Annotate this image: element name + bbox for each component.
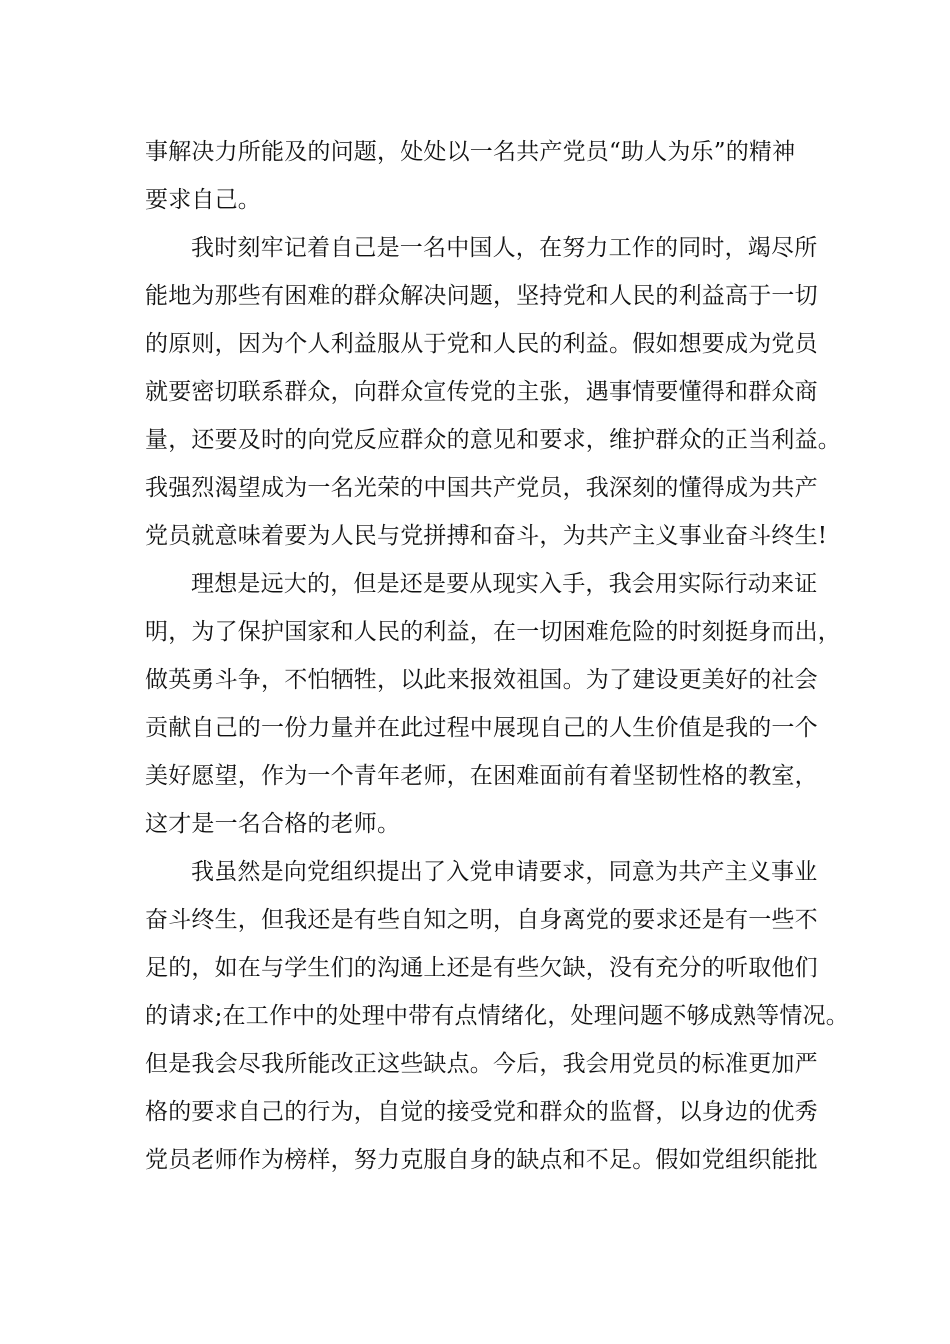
text-line: 能地为那些有困难的群众解决问题，坚持党和人民的利益高于一切 — [145, 283, 818, 309]
text-line: 事解决力所能及的问题，处处以一名共产党员“助人为乐”的精神 — [145, 139, 796, 165]
document-body — [145, 128, 849, 1184]
text-line: 但是我会尽我所能改正这些缺点。今后，我会用党员的标准更加严 — [145, 1051, 818, 1077]
paragraph-start-line: 我时刻牢记着自己是一名中国人，在努力工作的同时，竭尽所 — [191, 235, 818, 261]
text-line: 美好愿望，作为一个青年老师，在困难面前有着坚韧性格的教室， — [145, 763, 818, 789]
text-line: 明，为了保护国家和人民的利益，在一切困难危险的时刻挺身而出， — [145, 619, 841, 645]
text-line: 党员就意味着要为人民与党拼搏和奋斗，为共产主义事业奋斗终生! — [145, 523, 828, 549]
text-line: 奋斗终生，但我还是有些自知之明，自身离党的要求还是有一些不 — [145, 907, 818, 933]
paragraph-start-line: 我虽然是向党组织提出了入党申请要求，同意为共产主义事业 — [191, 859, 818, 885]
text-line: 党员老师作为榜样，努力克服自身的缺点和不足。假如党组织能批 — [145, 1147, 818, 1173]
text-line: 就要密切联系群众，向群众宣传党的主张，遇事情要懂得和群众商 — [145, 379, 818, 405]
text-line: 的请求;在工作中的处理中带有点情绪化，处理问题不够成熟等情况。 — [145, 1003, 849, 1029]
text-line: 量，还要及时的向党反应群众的意见和要求，维护群众的正当利益。 — [145, 427, 841, 453]
text-line: 要求自己。 — [145, 187, 261, 213]
text-line: 这才是一名合格的老师。 — [145, 811, 401, 837]
text-line: 做英勇斗争，不怕牺牲，以此来报效祖国。为了建设更美好的社会 — [145, 667, 818, 693]
text-line: 足的，如在与学生们的沟通上还是有些欠缺，没有充分的听取他们 — [145, 955, 818, 981]
text-line: 的原则，因为个人利益服从于党和人民的利益。假如想要成为党员 — [145, 331, 818, 357]
text-line: 我强烈渴望成为一名光荣的中国共产党员，我深刻的懂得成为共产 — [145, 475, 818, 501]
text-line: 格的要求自己的行为，自觉的接受党和群众的监督，以身边的优秀 — [145, 1099, 818, 1125]
paragraph-start-line: 理想是远大的，但是还是要从现实入手，我会用实际行动来证 — [191, 571, 818, 597]
text-line: 贡献自己的一份力量并在此过程中展现自己的人生价值是我的一个 — [145, 715, 818, 741]
